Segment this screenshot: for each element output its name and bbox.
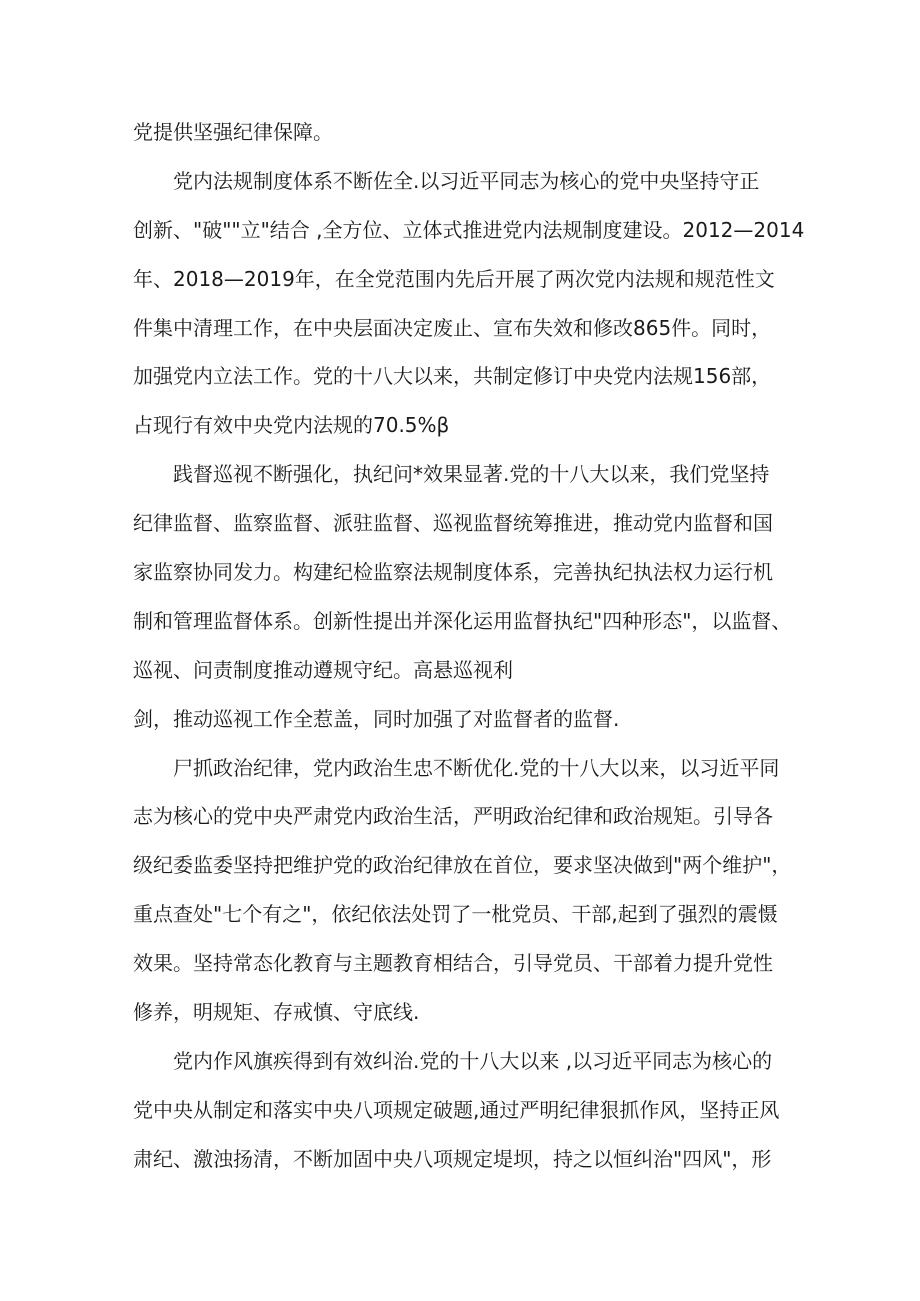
paragraph-line: 件集中清理工作，在中央层面决定废止、宣布失效和修改865件。同时， xyxy=(133,315,772,340)
paragraph-line: 巡视、问责制度推动遵规守纪。高悬巡视利 xyxy=(133,657,513,682)
paragraph-line: 党中央从制定和落实中央八项规定破题,通过严明纪律狠抓作风，坚持正风 xyxy=(133,1097,780,1122)
document-body xyxy=(133,108,805,1184)
paragraph-line: 制和管理监督体系。创新性提出并深化运用监督执纪"四种形态"，以监督、 xyxy=(133,608,792,633)
paragraph-line: 纪律监督、监察监督、派驻监督、巡视监督统筹推进，推动党内监督和国 xyxy=(133,511,773,536)
paragraph-line: 剑，推动巡视工作全惹盖，同时加强了对监督者的监督. xyxy=(133,706,620,731)
paragraph-line: 效果。坚持常态化教育与主题教育相结合，引导党员、干部着力提升党性 xyxy=(133,951,773,976)
paragraph-line: 党内作风旗疾得到有效纠治.党的十八大以来 ,以习近平同志为核心的 xyxy=(173,1048,773,1073)
paragraph-line: 年、2018—2019年，在全党范围内先后开展了两次党内法规和规范性文 xyxy=(133,266,775,291)
paragraph-line: 肃纪、激浊扬清，不断加固中央八项规定堤坝，持之以恒纠治"四风"，形 xyxy=(133,1146,772,1171)
paragraph-line: 尸抓政治纪律，党内政治生忠不断优化.党的十八大以来，以习近平同 xyxy=(173,755,780,780)
paragraph-line: 践督巡视不断强化，执纪问*效果显著.党的十八大以来，我们党坚持 xyxy=(173,462,770,487)
paragraph-line: 加强党内立法工作。党的十八大以来，共制定修订中央党内法规156部， xyxy=(133,364,772,389)
paragraph-line: 家监察协同发力。构建纪检监察法规制度体系，完善执纪执法权力运行机 xyxy=(133,560,773,585)
paragraph-line: 修养，明规矩、存戒慎、守底线. xyxy=(133,1000,420,1025)
paragraph-line: 级纪委监委坚持把维护党的政治纪律放在首位，要求坚决做到"两个维护"， xyxy=(133,853,792,878)
paragraph-line: 党内法规制度体系不断佐全.以习近平同志为核心的党中央坚持守正 xyxy=(173,168,760,193)
paragraph-line: 占现行有效中央党内法规的70.5%β xyxy=(133,413,450,438)
paragraph-line: 创新、"破""立"结合 ,全方位、立体式推进党内法规制度建设。2012—2014 xyxy=(133,217,805,242)
paragraph-line: 志为核心的党中央严肃党内政治生活，严明政治纪律和政治规矩。引导各 xyxy=(133,804,773,829)
paragraph-line: 党提供坚强纪律保障。 xyxy=(133,120,333,144)
paragraph-line: 重点查处"七个有之"，依纪依法处罚了一枇党员、干部,起到了强烈的震慑 xyxy=(133,902,778,927)
